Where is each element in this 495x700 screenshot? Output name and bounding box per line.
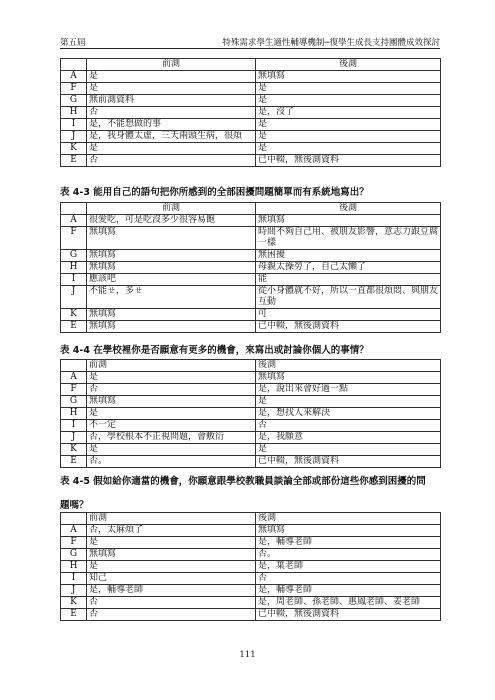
table-row <box>61 456 441 468</box>
table-4-2-continued <box>60 58 441 167</box>
row-id: J <box>61 131 87 143</box>
table-row <box>61 131 441 143</box>
post-cell: 已中輟，無後測資料 <box>256 456 441 468</box>
row-id: J <box>61 286 87 309</box>
pre-cell: 否 <box>87 609 256 621</box>
post-cell: 是，輔導老師 <box>256 537 441 549</box>
table-row <box>61 561 441 573</box>
pre-cell: 是 <box>87 537 256 549</box>
table-row <box>61 444 441 456</box>
col-pre-header: 前測 <box>87 203 256 215</box>
table-row <box>61 262 441 274</box>
table-row <box>61 549 441 561</box>
pre-cell: 否 <box>87 384 256 396</box>
post-cell: 是 <box>256 143 441 155</box>
pre-cell: 是 <box>87 143 256 155</box>
pre-cell: 很愛吃，可是吃沒多少很容易飽 <box>87 215 256 227</box>
row-id: H <box>61 107 87 119</box>
post-cell: 是，沒了 <box>256 107 441 119</box>
row-id: I <box>61 274 87 286</box>
post-cell: 已中輟，無後測資料 <box>256 609 441 621</box>
post-cell: 是 <box>256 396 441 408</box>
col-pre-header: 前測 <box>87 59 256 71</box>
table-row <box>61 286 441 309</box>
table-row <box>61 107 441 119</box>
pre-cell: 否 <box>87 597 256 609</box>
table-row <box>61 384 441 396</box>
table-4-5-caption-cont: 題嗎？ <box>60 500 89 511</box>
page-number: 111 <box>239 650 256 660</box>
table-row <box>61 227 441 250</box>
pre-cell: 否，太麻煩了 <box>87 525 256 537</box>
table-row <box>61 573 441 585</box>
table-row <box>61 420 441 432</box>
row-id: H <box>61 262 87 274</box>
col-pre-header: 前測 <box>87 360 256 372</box>
post-cell: 從小身體就不好，所以一直都很煩悶、與朋友互動 <box>256 286 441 309</box>
table-row <box>61 95 441 107</box>
table-row <box>61 372 441 384</box>
post-cell: 是，周老師、孫老師、惠鳳老師、姜老師 <box>256 597 441 609</box>
col-pre-header: 前測 <box>87 513 256 525</box>
post-cell: 是 <box>256 444 441 456</box>
pre-cell: 是 <box>87 83 256 95</box>
post-cell: 母親太操勞了，自己太懶了 <box>256 262 441 274</box>
table-4-3-caption: 表 4-3 能用自己的語句把你所感到的全部困擾問題簡單而有系統地寫出？ <box>60 187 369 198</box>
post-cell: 否 <box>256 573 441 585</box>
table-header-row <box>61 513 441 525</box>
row-id: F <box>61 83 87 95</box>
row-id: H <box>61 561 87 573</box>
post-cell: 是 <box>256 83 441 95</box>
table-4-4-caption: 表 4-4 在學校裡你是否願意有更多的機會，來寫出或討論你個人的事情？ <box>60 345 369 356</box>
post-cell: 是，葉老師 <box>256 561 441 573</box>
post-cell: 是，說出來會好過一點 <box>256 384 441 396</box>
post-cell: 否 <box>256 420 441 432</box>
row-id: A <box>61 71 87 83</box>
table-row <box>61 585 441 597</box>
pre-cell: 無填寫 <box>87 549 256 561</box>
table-4-4 <box>60 359 441 468</box>
row-id: F <box>61 537 87 549</box>
pre-cell: 無填寫 <box>87 250 256 262</box>
col-post-header: 後測 <box>256 513 441 525</box>
post-cell: 是 <box>256 119 441 131</box>
pre-cell: 是 <box>87 444 256 456</box>
row-id: F <box>61 384 87 396</box>
post-cell: 是，想找人來解決 <box>256 408 441 420</box>
row-id: K <box>61 444 87 456</box>
post-cell: 無填寫 <box>256 372 441 384</box>
post-cell: 可 <box>256 309 441 321</box>
table-row <box>61 309 441 321</box>
pre-cell: 是 <box>87 71 256 83</box>
row-id: G <box>61 549 87 561</box>
table-header-row <box>61 360 441 372</box>
table-row <box>61 408 441 420</box>
pre-cell: 是 <box>87 372 256 384</box>
row-id: A <box>61 215 87 227</box>
table-row <box>61 432 441 444</box>
table-row <box>61 71 441 83</box>
post-cell: 否。 <box>256 549 441 561</box>
post-cell: 能 <box>256 274 441 286</box>
table-row <box>61 537 441 549</box>
table-row <box>61 274 441 286</box>
row-id: I <box>61 573 87 585</box>
pre-cell: 是 <box>87 408 256 420</box>
pre-cell: 無填寫 <box>87 396 256 408</box>
col-post-header: 後測 <box>256 360 441 372</box>
pre-cell: 否 <box>87 155 256 167</box>
table-row <box>61 609 441 621</box>
pre-cell: 否 <box>87 107 256 119</box>
row-id: G <box>61 250 87 262</box>
post-cell: 無困擾 <box>256 250 441 262</box>
post-cell: 無填寫 <box>256 215 441 227</box>
table-4-5-caption: 表 4-5 假如給你適當的機會，你願意跟學校教職員談論全部或部份這些你感到困擾的問 <box>60 476 426 487</box>
row-id: K <box>61 309 87 321</box>
post-cell: 是，我願意 <box>256 432 441 444</box>
pre-cell: 無填寫 <box>87 321 256 333</box>
pre-cell: 否。 <box>87 456 256 468</box>
row-id: E <box>61 155 87 167</box>
post-cell: 無填寫 <box>256 71 441 83</box>
post-cell: 是 <box>256 131 441 143</box>
table-row <box>61 215 441 227</box>
table-row <box>61 143 441 155</box>
table-row <box>61 250 441 262</box>
post-cell: 是 <box>256 95 441 107</box>
table-row <box>61 83 441 95</box>
row-id: I <box>61 119 87 131</box>
header-right: 特殊需求學生適性輔導機制─復學生成長支持團體成效探討 <box>222 38 440 48</box>
pre-cell: 無填寫 <box>87 309 256 321</box>
table-row <box>61 597 441 609</box>
table-row <box>61 321 441 333</box>
row-id: F <box>61 227 87 250</box>
pre-cell: 無填寫 <box>87 262 256 274</box>
table-row <box>61 119 441 131</box>
post-cell: 時間不夠自己用、被朋友影響，意志力跟豆腐一樣 <box>256 227 441 250</box>
row-id: A <box>61 525 87 537</box>
pre-cell: 無填寫 <box>87 227 256 250</box>
post-cell: 無填寫 <box>256 525 441 537</box>
post-cell: 是，輔導老師 <box>256 585 441 597</box>
row-id: J <box>61 585 87 597</box>
row-id: K <box>61 597 87 609</box>
pre-cell: 應該吧 <box>87 274 256 286</box>
pre-cell: 不能ㄝ，多ㄝ <box>87 286 256 309</box>
row-id: G <box>61 95 87 107</box>
col-post-header: 後測 <box>256 203 441 215</box>
table-header-row <box>61 59 441 71</box>
col-post-header: 後測 <box>256 59 441 71</box>
pre-cell: 是，我身體太虛，三天兩頭生病，很煩 <box>87 131 256 143</box>
pre-cell: 是，輔導老師 <box>87 585 256 597</box>
row-id: G <box>61 396 87 408</box>
table-row <box>61 155 441 167</box>
pre-cell: 是，不能想做的事 <box>87 119 256 131</box>
pre-cell: 否，學校根本不正視問題，會敷衍 <box>87 432 256 444</box>
header-rule <box>60 48 440 49</box>
table-row <box>61 396 441 408</box>
post-cell: 已中輟，無後測資料 <box>256 155 441 167</box>
row-id: J <box>61 432 87 444</box>
table-4-5 <box>60 512 441 621</box>
row-id: I <box>61 420 87 432</box>
header-left: 第五屆 <box>60 38 86 48</box>
pre-cell: 是 <box>87 561 256 573</box>
row-id: E <box>61 321 87 333</box>
table-4-3 <box>60 202 441 333</box>
row-id: E <box>61 609 87 621</box>
row-id: H <box>61 408 87 420</box>
pre-cell: 不一定 <box>87 420 256 432</box>
table-row <box>61 525 441 537</box>
table-header-row <box>61 203 441 215</box>
post-cell: 已中輟，無後測資料 <box>256 321 441 333</box>
pre-cell: 知己 <box>87 573 256 585</box>
row-id: A <box>61 372 87 384</box>
row-id: E <box>61 456 87 468</box>
pre-cell: 無前測資料 <box>87 95 256 107</box>
row-id: K <box>61 143 87 155</box>
